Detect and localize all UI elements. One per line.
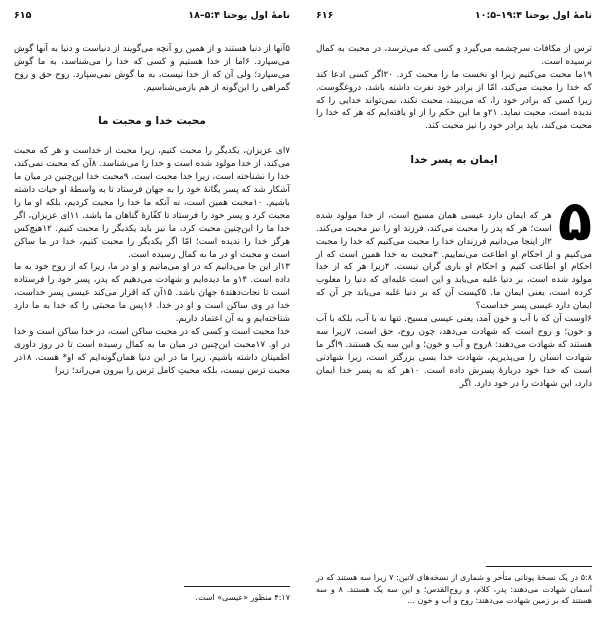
chapter-block [316,184,592,391]
right-running-header [316,10,592,26]
right-header-title: نامهٔ اول یوحنا ۴:‏۱۹–۵:‏۱۰ [474,10,592,21]
right-paragraph-main: هر که ایمان دارد عیسی همان مسیح است، از خدا مولود شده است؛ هر که پدر را محبت می‌کند، فرزند او را نیز محبت می‌کند. ۲از اینجا می‌دانیم فرزندان خدا را محبت می‌کنیم که خدا را محبت می‌کنیم و از احکام او اطاعت می‌نماییم. ۳محبت به خدا همین است که از احکام او اطاعت کنیم و احکام او باری گران نیست. ۴زیرا هر که از خدا مولود شده است، بر دنیا غلبه می‌یابد و این است غلبه‌ای که دنیا را مغلوب کرده است، یعنی ایمان ما. ۵کیست آن که بر دنیا غلبه می‌یابد جز آن که ایمان دارد عیسی پسر خداست؟ ۶اوست آن که با آب و خون آمد، یعنی عیسی مسیح. تنها نه با آب، بلکه با آب و خون؛ و روح است که شهادت می‌دهد، چون روح، حق است. ۷زیرا سه هستند که شهادت می‌دهند: ۸روح و آب و خون؛ و این سه یک هستند. ۹اگر ما شهادت انسان را می‌پذیریم، شهادت خدا بسی بزرگتر است، زیرا شهادتی است که خدا خود دربارهٔ پسرش داده است. ۱۰هر که به پسر خدا ایمان دارد، این شهادت را در خود دارد. اگر [316,210,592,389]
left-footnote-rule [184,586,290,587]
left-running-header [14,10,290,26]
left-paragraph-top: ۵آنها از دنیا هستند و از همین رو آنچه می‌گویند از دنیاست و دنیا به آنها گوش می‌سپارد. ۶اما از خدا هستیم و کسی که خدا را می‌شناسد، به ما گوش می‌سپارد؛ ولی آن که از خدا نیست، به ما گوش نمی‌سپارد. روح حق و روح گمراهی را این‌گونه از هم بازمی‌شناسیم. [14,43,290,93]
right-page-number: ۶۱۶ [316,10,334,21]
right-footnote: ۵:۸ در یک نسخهٔ یونانی متأخر و شماری از نسخه‌های لاتین: ۷ زیرا سه هستند که در آسمان شهادت می‌دهند: پدر، کلام، و روح‌القدس؛ و این سه یک هستند. ۸ و سه هستند که بر زمین شهادت می‌دهند: روح و آب و خون ... [316,573,593,605]
chapter-number-dropcap: ۵ [557,188,592,254]
right-paragraph-top: ترس از مکافات سرچشمه می‌گیرد و کسی که می‌ترسد، در محبت به کمال نرسیده است. ۱۹ما محبت می‌کنیم زیرا او نخست ما را محبت کرد. ۲۰اگر کسی ادعا کند که خدا را محبت می‌کند، امّا از برادر خود نفرت داشته باشد، دروغگوست. زیرا کسی که برادر خود را، که می‌بیند، محبت نکند، نمی‌تواند خدایی را که ندیده است، محبت نماید. ۲۱و ما این حکم را از او یافته‌ایم که هر که خدا را محبت می‌کند، باید برادر خود را نیز محبت کند. [316,43,592,132]
right-body [316,30,592,403]
left-page-number: ۶۱۵ [14,10,32,21]
left-paragraph-main: ۷ای عزیزان، یکدیگر را محبت کنیم، زیرا محبت از خداست و هر که محبت می‌کند، از خدا مولود شده است و خدا را می‌شناسد. ۸آن که محبت نمی‌کند، خدا را نشناخته است، زیرا خدا محبت است. ۹محبت خدا این‌چنین در میان ما آشکار شد که پسر یگانهٔ خود را به جهان فرستاد تا به واسطهٔ او حیات داشته باشیم. ۱۰محبت همین است، نه آنکه ما خدا را محبت کردیم، بلکه او ما را محبت کرد و پسر خود را فرستاد تا کفّارهٔ گناهان ما باشد. ۱۱ای عزیزان، اگر خدا ما را این‌چنین محبت کرد، ما نیز باید یکدیگر را محبت کنیم. ۱۲هیچ‌کس هرگز خدا را ندیده است؛ امّا اگر یکدیگر را محبت کنیم، خدا در ما ساکن است و محبت او در ما به کمال رسیده است. ۱۳از این جا می‌دانیم که در او می‌مانیم و او در ما، زیرا که از روح خود به ما داده است. ۱۴و ما دیده‌ایم و شهادت می‌دهیم که پدر، پسر خود را فرستاده است تا نجات‌دهندهٔ جهان باشد. ۱۵آن که اقرار می‌کند عیسی پسر خداست، خدا در وی ساکن است و او در خدا. ۱۶پس ما محبتی را که خدا به ما دارد شناخته‌ایم و به آن اعتماد داریم. خدا محبت است و کسی که در محبت ساکن است، در خدا ساکن است و خدا در او. ۱۷محبت این‌چنین در میان ما به کمال رسیده است تا در روز داوری اطمینان داشته باشیم، زیرا ما در این دنیا همان‌گونه‌ایم که او* هست. ۱۸در محبت ترس نیست، بلکه محبتِ کامل ترس را بیرون می‌راند؛ زیرا [14,146,291,376]
left-footnote: ۴:۱۷ منظور «عیسی» است. [195,593,290,602]
left-section-heading: محبت خدا و محبت ما [98,115,206,128]
left-header-title: نامهٔ اول یوحنا ۴:‏۵–۱۸ [188,10,290,21]
right-section-heading: ایمان به پسر خدا [410,154,498,167]
right-footnote-rule [486,566,592,567]
left-body [14,30,290,390]
